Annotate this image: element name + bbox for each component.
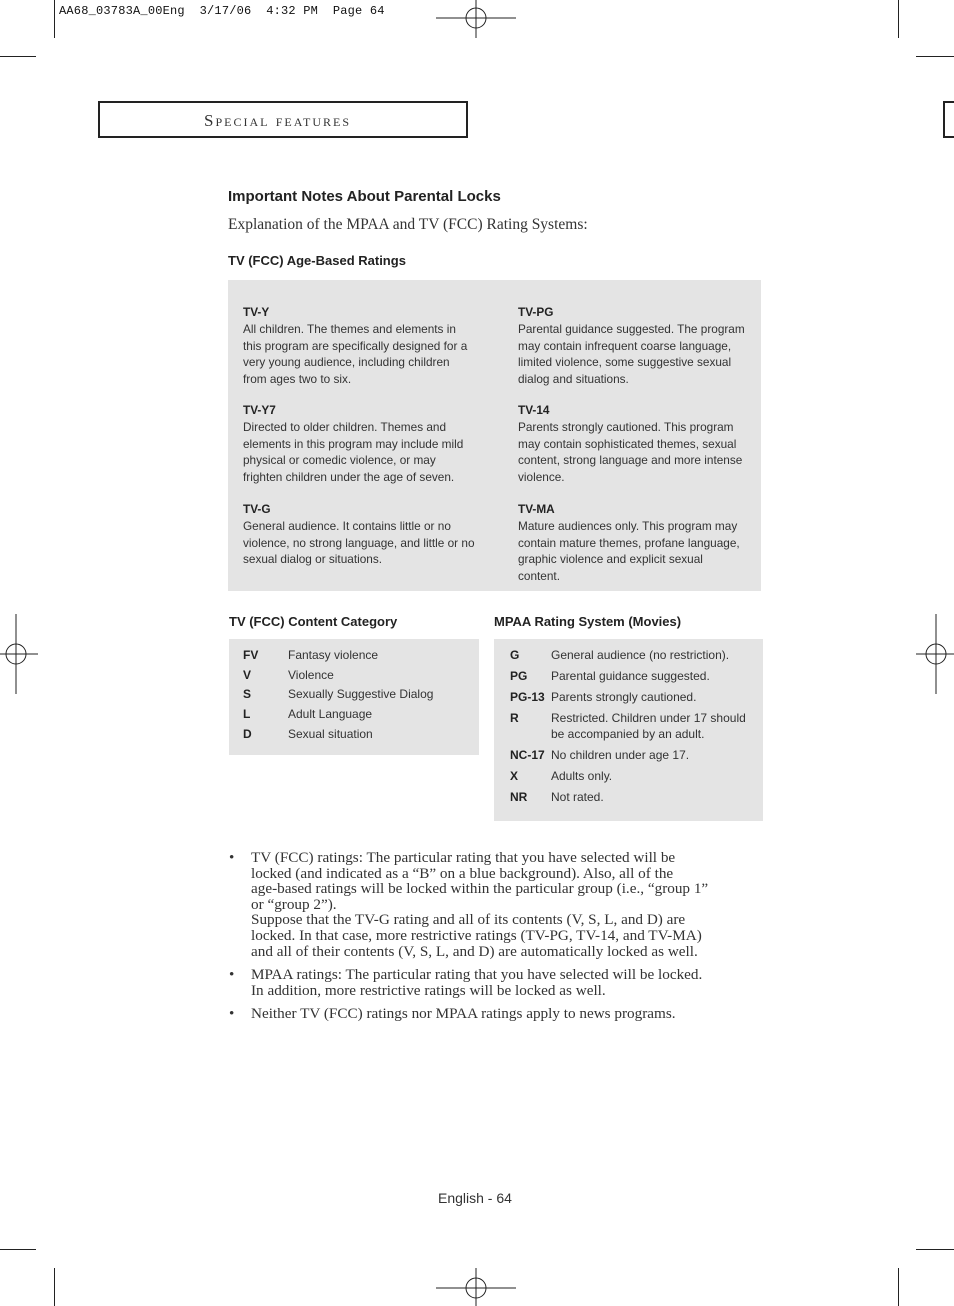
- rating-description: General audience. It contains little or no violence, no strong language, and little or no sexual dialog or situations.: [243, 519, 475, 567]
- section-header: Special features: [204, 111, 352, 130]
- age-based-ratings-panel: [228, 280, 761, 591]
- mpaa-description: No children under age 17.: [551, 748, 690, 762]
- mpaa-description: Not rated.: [551, 790, 604, 804]
- mpaa-description: Parents strongly cautioned.: [551, 690, 697, 704]
- registration-mark-top: [436, 0, 516, 38]
- content-code: FV: [243, 648, 259, 662]
- bullet-icon: •: [229, 966, 235, 984]
- intro-text: Explanation of the MPAA and TV (FCC) Rating Systems:: [228, 216, 588, 233]
- mpaa-code: G: [510, 648, 520, 662]
- note-text: TV (FCC) ratings: The particular rating that you have selected will be locked (and indicated as a “B” on a blue background). Also, all of the age-based ratings will be locked within the particular group (i.e., “group 1” or “group 2”). Suppose that the TV-G rating and all of its contents (V, S, L, and D) are locked. In that case, more restrictive ratings (TV-PG, TV-14, and TV-MA) and all of their contents (V, S, L, and D) are automatically locked as well.: [251, 849, 709, 960]
- content-category-panel: [229, 639, 479, 755]
- content-description: Adult Language: [288, 707, 373, 721]
- registration-mark-left: [0, 614, 38, 694]
- content-code: L: [243, 707, 251, 721]
- rating-tv-14: [518, 402, 758, 485]
- rating-tv-pg: [518, 304, 758, 387]
- rating-code: TV-14: [518, 403, 550, 417]
- mpaa-code: NC-17: [510, 748, 545, 762]
- bullet-icon: •: [229, 1005, 235, 1023]
- mpaa-heading: MPAA Rating System (Movies): [494, 614, 682, 629]
- rating-code: TV-MA: [518, 502, 555, 516]
- rating-description: All children. The themes and elements in this program are specifically designed for a very young audience, including children from ages two to six.: [243, 322, 468, 386]
- content-code: V: [243, 668, 252, 682]
- section-header-box: [98, 101, 468, 138]
- note-item: [228, 1006, 758, 1022]
- content-description: Violence: [288, 668, 334, 682]
- note-text: MPAA ratings: The particular rating that you have selected will be locked. In addition, more restrictive ratings will be locked as well.: [251, 966, 703, 999]
- notes-list: [228, 850, 758, 1030]
- rating-description: Parental guidance suggested. The program may contain infrequent coarse language, limited violence, some suggestive sexual dialog and situations.: [518, 322, 745, 386]
- content-code: S: [243, 687, 252, 701]
- content-description: Sexually Suggestive Dialog: [288, 687, 434, 701]
- note-item: [228, 967, 758, 998]
- mpaa-panel: [494, 639, 763, 821]
- rating-description: Mature audiences only. This program may contain mature themes, profane language, graphic violence and explicit sexual content.: [518, 519, 740, 583]
- mpaa-code: PG: [510, 669, 528, 683]
- mpaa-description: Adults only.: [551, 769, 613, 783]
- rating-description: Directed to older children. Themes and elements in this program may include mild physical or comedic violence, or may frighten children under the age of seven.: [243, 420, 464, 484]
- rating-code: TV-G: [243, 502, 271, 516]
- mpaa-description: General audience (no restriction).: [551, 648, 730, 662]
- mpaa-description: Parental guidance suggested.: [551, 669, 710, 683]
- registration-mark-right: [916, 614, 954, 694]
- rating-code: TV-Y7: [243, 403, 276, 417]
- content-description: Fantasy violence: [288, 648, 379, 662]
- page-title: Important Notes About Parental Locks: [228, 188, 501, 205]
- mpaa-code: NR: [510, 790, 528, 804]
- age-based-heading: TV (FCC) Age-Based Ratings: [228, 253, 406, 268]
- rating-code: TV-PG: [518, 305, 554, 319]
- content-description: Sexual situation: [288, 727, 373, 741]
- side-tab-marker: [943, 101, 954, 138]
- content-category-heading: TV (FCC) Content Category: [229, 614, 398, 629]
- bullet-icon: •: [229, 849, 235, 866]
- mpaa-code: PG-13: [510, 690, 545, 704]
- rating-tv-ma: [518, 501, 758, 584]
- rating-code: TV-Y: [243, 305, 270, 319]
- rating-description: Parents strongly cautioned. This program may contain sophisticated themes, sexual content, strong language and more intense violence.: [518, 420, 743, 484]
- mpaa-code: X: [510, 769, 519, 783]
- note-text: Neither TV (FCC) ratings nor MPAA ratings apply to news programs.: [251, 1005, 676, 1023]
- content-code: D: [243, 727, 252, 741]
- mpaa-description: Restricted. Children under 17 should be accompanied by an adult.: [551, 711, 746, 742]
- mpaa-code: R: [510, 711, 519, 725]
- registration-mark-bottom: [436, 1268, 516, 1306]
- page-number: English - 64: [438, 1190, 512, 1206]
- rating-tv-y: [243, 304, 493, 387]
- rating-tv-y7: [243, 402, 493, 485]
- note-item: [228, 850, 758, 959]
- print-slug: AA68_03783A_00Eng 3/17/06 4:32 PM Page 64: [59, 4, 385, 18]
- rating-tv-g: [243, 501, 493, 568]
